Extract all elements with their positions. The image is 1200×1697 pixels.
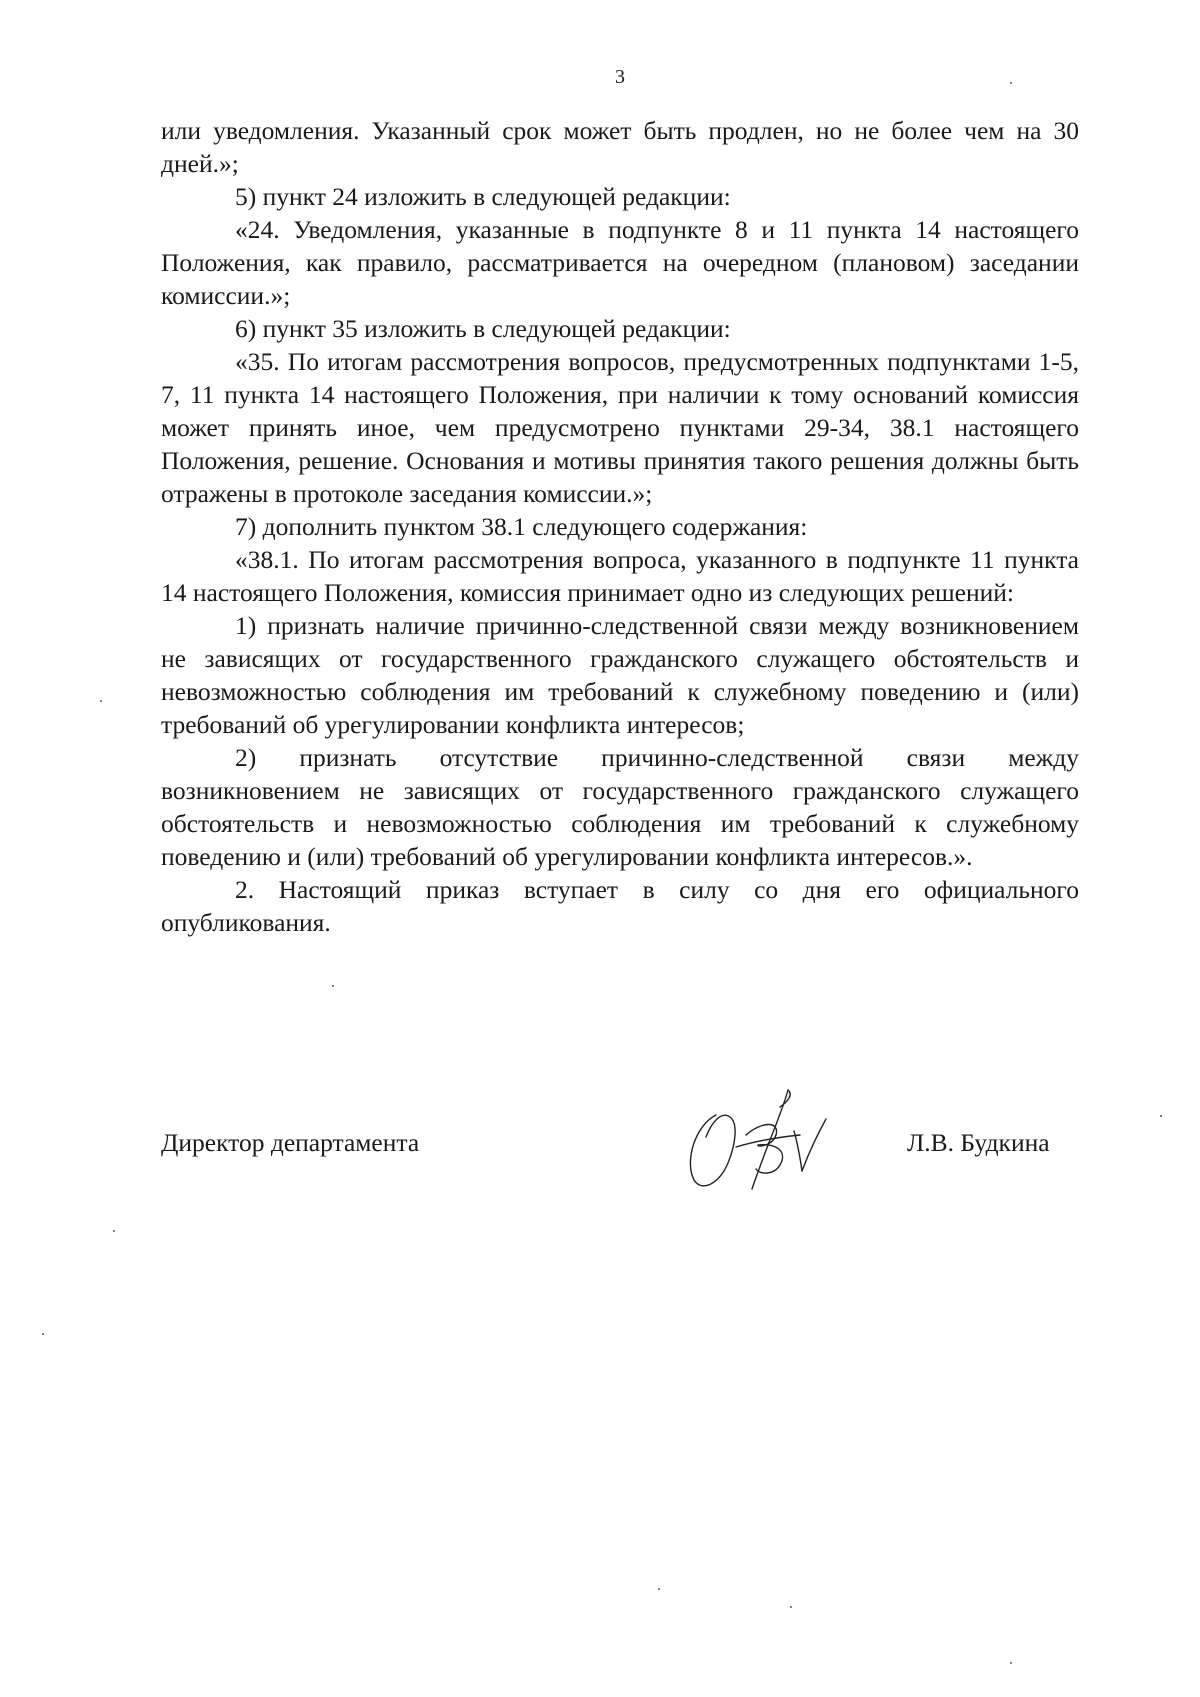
paragraph-clause-24: «24. Уведомления, указанные в подпункте 8 и 11 пункта 14 настоящего Положения, как правило, рассматривается на очередном (плановом) заседании комиссии.»; (161, 215, 1079, 310)
paragraph-item-6: 6) пункт 35 изложить в следующей редакции: (235, 314, 731, 343)
paragraph-item-5: 5) пункт 24 изложить в следующей редакции: (235, 182, 731, 211)
paragraph-decision-2: 2) признать отсутствие причинно-следственной связи между возникновением не зависящих от государственного гражданского служащего обстоятельств и невозможностью соблюдения им требований к служебному поведению и (или) требований об урегулировании конфликта интересов.». (161, 743, 1079, 871)
signatory-name: Л.В. Будкина (907, 1128, 1050, 1157)
paragraph-continuation: или уведомления. Указанный срок может быть продлен, но не более чем на 30 дней.»; (161, 116, 1079, 178)
paragraph-clause-38-1: «38.1. По итогам рассмотрения вопроса, указанного в подпункте 11 пункта 14 настоящего Положения, комиссия принимает одно из следующих решений: (161, 545, 1079, 607)
document-body (161, 114, 1079, 939)
signature-block (161, 1128, 1079, 1168)
paragraph-clause-35: «35. По итогам рассмотрения вопросов, предусмотренных подпунктами 1-5, 7, 11 пункта 14 настоящего Положения, при наличии к тому оснований комиссия может принять иное, чем предусмотрено пунктами 29-34, 38.1 настоящего Положения, решение. Основания и мотивы принятия такого решения должны быть отражены в протоколе заседания комиссии.»; (161, 347, 1079, 508)
paragraph-order-effective: 2. Настоящий приказ вступает в силу со дня его официального опубликования. (161, 875, 1079, 937)
signatory-title: Директор департамента (161, 1128, 420, 1157)
paragraph-decision-1: 1) признать наличие причинно-следственной связи между возникновением не зависящих от государственного гражданского служащего обстоятельств и невозможностью соблюдения им требований к служебному поведению и (или) требований об урегулировании конфликта интересов; (161, 611, 1079, 739)
paragraph-item-7: 7) дополнить пунктом 38.1 следующего содержания: (235, 512, 808, 541)
handwritten-signature (676, 1085, 846, 1195)
page-number: 3 (615, 66, 625, 88)
